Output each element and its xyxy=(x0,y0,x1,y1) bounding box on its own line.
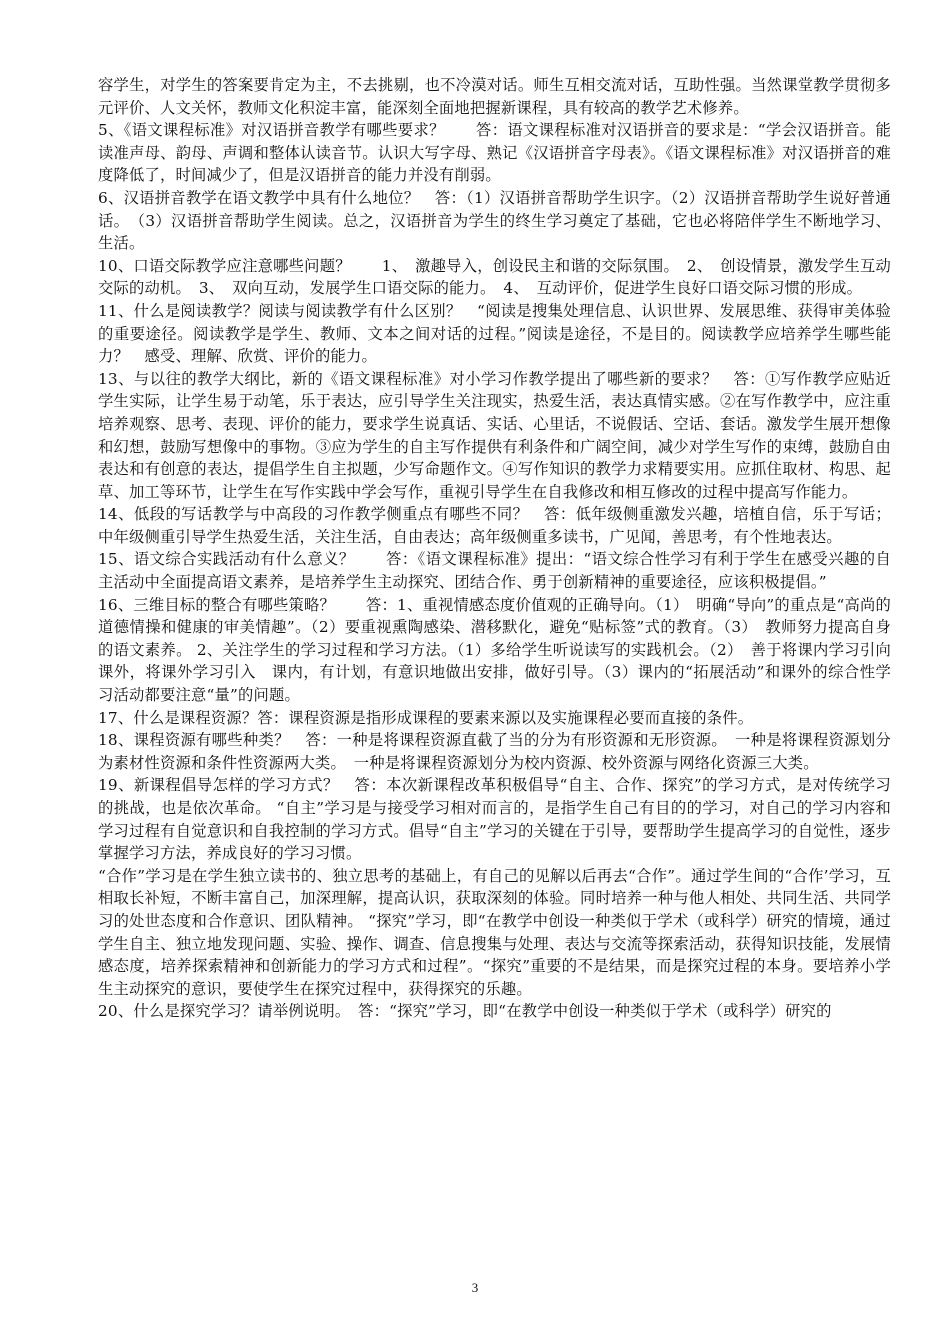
paragraph-q19-learning-methods: 19、新课程倡导怎样的学习方式？ 答：本次新课程改革积极倡导“自主、合作、探究”的学习方式，是对传统学习的挑战，也是依次革命。 “自主”学习是与接受学习相对而言的，是指学生自己有目的的学习，对自己的学习内容和学习过程有自觉意识和自我控制的学习方式。倡导“自主”学习的关键在于引导，要帮助学生提高学习的自觉性，逐步掌握学习方法，养成良好的学习习惯。 xyxy=(98,776,891,863)
paragraph-q19-cooperative-inquiry: “合作”学习是在学生独立读书的、独立思考的基础上，有自己的见解以后再去“合作”。通过学生间的“合作’学习，互相取长补短，不断丰富自己，加深理解，提高认识，获取深刻的体验。同时培养一种与他人相处、共同生活、共同学习的处世态度和合作意识、团队精神。 “探究”学习，即“在教学中创设一种类似于学术（或科学）研究的情境，通过学生自主、独立地发现问题、实验、操作、调查、信息搜集与处理、表达与交流等探索活动，获得知识技能，发展情感态度，培养探索精神和创新能力的学习方式和过程”。“探究”重要的不是结果，而是探究过程的本身。要培养小学生主动探究的意识，要使学生在探究过程中，获得探究的乐趣。 xyxy=(98,866,891,998)
paragraph-q11-reading-teaching: 11、什么是阅读教学？阅读与阅读教学有什么区别？ “阅读是搜集处理信息、认识世界、发展思维、获得审美体验的重要途径。阅读教学是学生、教师、文本之间对话的过程。”阅读是途径，不是目的。阅读教学应培养学生哪些能力？ 感受、理解、欣赏、评价的能力。 xyxy=(98,301,891,366)
paragraph-q13-writing-requirements: 13、与以往的教学大纲比，新的《语文课程标准》对小学习作教学提出了哪些新的要求？ 答：①写作教学应贴近学生实际，让学生易于动笔，乐于表达，应引导学生关注现实，热爱生活，表达真情实感。②在写作教学中，应注重培养观察、思考、表现、评价的能力，要求学生说真话、实话、心里话，不说假话、空话、套话。激发学生展开想像和幻想，鼓励写想像中的事物。③应为学生的自主写作提供有利条件和广阔空间，减少对学生写作的束缚，鼓励自由表达和有创意的表达，提倡学生自主拟题，少写命题作文。④写作知识的教学力求精要实用。应抓住取材、构思、起草、加工等环节，让学生在写作实践中学会写作，重视引导学生在自我修改和相互修改的过程中提高写作能力。 xyxy=(98,369,891,501)
paragraph-q6-pinyin-status: 6、汉语拼音教学在语文教学中具有什么地位？ 答：（1）汉语拼音帮助学生识字。（2）汉语拼音帮助学生说好普通话。 （3）汉语拼音帮助学生阅读。总之，汉语拼音为学生的终生学习奠定了基础，它也必将陪伴学生不断地学习、生活。 xyxy=(98,188,891,253)
document-body xyxy=(98,74,891,1023)
paragraph-q10-oral-communication: 10、口语交际教学应注意哪些问题？ 1、 激趣导入，创设民主和谐的交际氛围。 2、 创设情景，激发学生互动交际的动机。 3、 双向互动，发展学生口语交际的能力。 4、 互动评价，促进学生良好口语交际习惯的形成。 xyxy=(98,256,891,298)
page-number: 3 xyxy=(471,1280,479,1295)
paragraph-continuation: 容学生，对学生的答案要肯定为主，不去挑剔，也不冷漠对话。师生互相交流对话，互助性强。当然课堂教学贯彻多元评价、人文关怀，教师文化积淀丰富，能深刻全面地把握新课程，具有较高的教学艺术修养。 xyxy=(98,76,891,117)
paragraph-q17-curriculum-resources: 17、什么是课程资源？答：课程资源是指形成课程的要素来源以及实施课程必要而直接的条件。 xyxy=(98,708,754,727)
paragraph-q20-inquiry-learning: 20、什么是探究学习？请举例说明。 答：“探究”学习，即“在教学中创设一种类似于学术（或科学）研究的 xyxy=(98,1002,832,1021)
paragraph-q15-practice-activities: 15、语文综合实践活动有什么意义？ 答：《语文课程标准》提出：“语文综合性学习有利于学生在感受兴趣的自主活动中全面提高语文素养，是培养学生主动探究、团结合作、勇于创新精神的重要途径，应该积极提倡。” xyxy=(98,550,891,592)
paragraph-q16-three-dimensional-goals: 16、三维目标的整合有哪些策略？ 答：1、重视情感态度价值观的正确导向。（1） 明确“导向”的重点是“高尚的道德情操和健康的审美情趣”。（2）要重视熏陶感染、潜移默化，避免“贴标签”式的教育。（3） 教师努力提高自身的语文素养。 2、关注学生的学习过程和学习方法。（1）多给学生听说读写的实践机会。（2） 善于将课内学习引向课外，将课外学习引入 课内，有计划，有意识地做出安排，做好引导。（3）课内的“拓展活动”和课外的综合性学习活动都要注意“量”的问题。 xyxy=(98,595,891,705)
paragraph-q18-resource-types: 18、课程资源有哪些种类？ 答：一种是将课程资源直截了当的分为有形资源和无形资源。 一种是将课程资源划分为素材性资源和条件性资源两大类。 一种是将课程资源划分为校内资源、校外资源与网络化资源三大类。 xyxy=(98,731,891,772)
paragraph-q5-pinyin-requirements: 5、《语文课程标准》对汉语拼音教学有哪些要求？ 答：语文课程标准对汉语拼音的要求是：“学会汉语拼音。能读准声母、韵母、声调和整体认读音节。认识大写字母、熟记《汉语拼音字母表》。《语文课程标准》对汉语拼音的难度降低了，时间减少了，但是汉语拼音的能力并没有削弱。 xyxy=(98,121,891,185)
paragraph-q14-writing-focus: 14、低段的写话教学与中高段的习作教学侧重点有哪些不同？ 答：低年级侧重激发兴趣，培植自信，乐于写话；中年级侧重引导学生热爱生活，关注生活，自由表达；高年级侧重多读书，广见闻，善思考，有个性地表达。 xyxy=(98,505,891,546)
